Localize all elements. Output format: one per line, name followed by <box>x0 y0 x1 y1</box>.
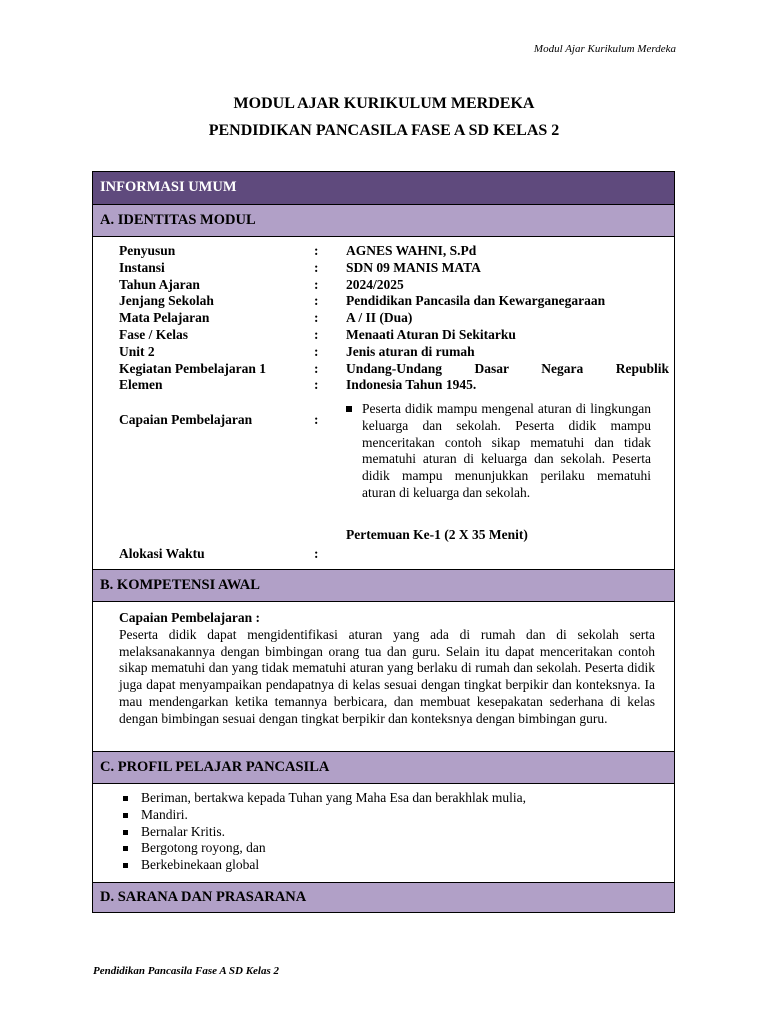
section-title: A. IDENTITAS MODUL <box>100 212 256 228</box>
section-profil-pelajar <box>93 751 674 784</box>
colon: : <box>314 412 319 427</box>
capaian-label: Capaian Pembelajaran <box>119 412 253 427</box>
list-item-text: Bernalar Kritis. <box>141 823 225 839</box>
jenjang-sekolah-value: Pendidikan Pancasila dan Kewarganegaraan <box>346 293 606 308</box>
square-bullet-icon <box>123 796 128 801</box>
mata-pelajaran-label: Mata Pelajaran <box>119 310 210 325</box>
penyusun-label: Penyusun <box>119 243 176 258</box>
colon: : <box>314 260 319 275</box>
elemen-label: Elemen <box>119 377 163 392</box>
list-item-text: Bergotong royong, dan <box>141 840 266 856</box>
list-item <box>123 857 526 874</box>
section-title: C. PROFIL PELAJAR PANCASILA <box>100 759 330 775</box>
module-table <box>92 171 675 913</box>
running-footer: Pendidikan Pancasila Fase A SD Kelas 2 <box>93 965 280 977</box>
colon: : <box>314 546 319 561</box>
list-item-text: Beriman, bertakwa kepada Tuhan yang Maha Esa dan berakhlak mulia, <box>141 790 527 805</box>
mata-pelajaran-value: A / II (Dua) <box>346 310 413 325</box>
colon: : <box>314 377 319 392</box>
profil-list <box>123 790 526 874</box>
jenjang-sekolah-label: Jenjang Sekolah <box>119 293 214 308</box>
running-header: Modul Ajar Kurikulum Merdeka <box>533 43 676 55</box>
kegiatan-label: Kegiatan Pembelajaran 1 <box>119 361 266 376</box>
square-bullet-icon <box>346 406 352 412</box>
colon: : <box>314 243 319 258</box>
kompetensi-awal-body: Peserta didik dapat mengidentifikasi aturan yang ada di rumah dan di sekolah serta melaksanakannya dengan bimbingan orang tua dan guru. Selain itu dapat menceritakan contoh sikap mematuhi dan yang tidak mematuhi aturan yang berlaku di rumah dan sekolah. Peserta didik juga dapat menyampaikan pendapatnya di kelas sesuai dengan tingkat berpikir dan konteksnya. Ia mau mendengarkan ketika temannya berbicara, dan membuat kesepakatan sederhana di kelas dengan bimbingan sesuai dengan tingkat berpikir dan konteksnya dengan bimbingan guru. <box>119 626 655 726</box>
colon: : <box>314 293 319 308</box>
capaian-heading: Capaian Pembelajaran : <box>119 610 260 625</box>
fase-kelas-label: Fase / Kelas <box>119 327 188 342</box>
colon: : <box>314 310 319 325</box>
capaian-item: Peserta didik mampu mengenal aturan di lingkungan keluarga dan sekolah. Peserta didik mampu menceritakan contoh sikap mematuhi dan tidak mematuhi aturan di keluarga dan sekolah. Peserta didik mampu menunjukkan perilaku mematuhi aturan di keluarga dan sekolah. <box>362 401 651 500</box>
unit-label: Unit 2 <box>119 344 155 359</box>
section-sarana-prasarana <box>93 882 674 913</box>
kegiatan-value: Undang-Undang Dasar Negara Republik <box>346 361 669 376</box>
square-bullet-icon <box>123 830 128 835</box>
section-title: INFORMASI UMUM <box>100 179 237 195</box>
list-item <box>123 790 526 807</box>
list-item-text: Mandiri. <box>141 806 188 822</box>
section-title: B. KOMPETENSI AWAL <box>100 577 260 593</box>
list-item-text: Berkebinekaan global <box>141 857 260 873</box>
section-kompetensi-awal <box>93 569 674 602</box>
instansi-label: Instansi <box>119 260 165 275</box>
colon: : <box>314 277 319 292</box>
section-identitas-modul <box>93 204 674 237</box>
colon: : <box>314 361 319 376</box>
section-informasi-umum <box>93 172 674 205</box>
tahun-ajaran-label: Tahun Ajaran <box>119 277 200 292</box>
list-item <box>123 840 526 857</box>
penyusun-value: AGNES WAHNI, S.Pd <box>346 243 477 258</box>
instansi-value: SDN 09 MANIS MATA <box>346 260 481 275</box>
section-title: D. SARANA DAN PRASARANA <box>100 889 307 905</box>
square-bullet-icon <box>123 846 128 851</box>
tahun-ajaran-value: 2024/2025 <box>346 277 404 292</box>
square-bullet-icon <box>123 863 128 868</box>
document-subtitle: PENDIDIKAN PANCASILA FASE A SD KELAS 2 <box>208 122 560 139</box>
list-item <box>123 824 526 841</box>
list-item <box>123 807 526 824</box>
colon: : <box>314 344 319 359</box>
pertemuan-label: Pertemuan Ke-1 (2 X 35 Menit) <box>346 527 528 542</box>
alokasi-waktu-label: Alokasi Waktu <box>119 546 205 561</box>
colon: : <box>314 327 319 342</box>
square-bullet-icon <box>123 813 128 818</box>
document-title: MODUL AJAR KURIKULUM MERDEKA <box>233 95 535 112</box>
fase-kelas-value: Menaati Aturan Di Sekitarku <box>346 327 516 342</box>
capaian-list <box>346 401 651 502</box>
elemen-value: Indonesia Tahun 1945. <box>346 377 477 392</box>
kompetensi-awal-content <box>119 610 655 728</box>
unit-value: Jenis aturan di rumah <box>346 344 475 359</box>
